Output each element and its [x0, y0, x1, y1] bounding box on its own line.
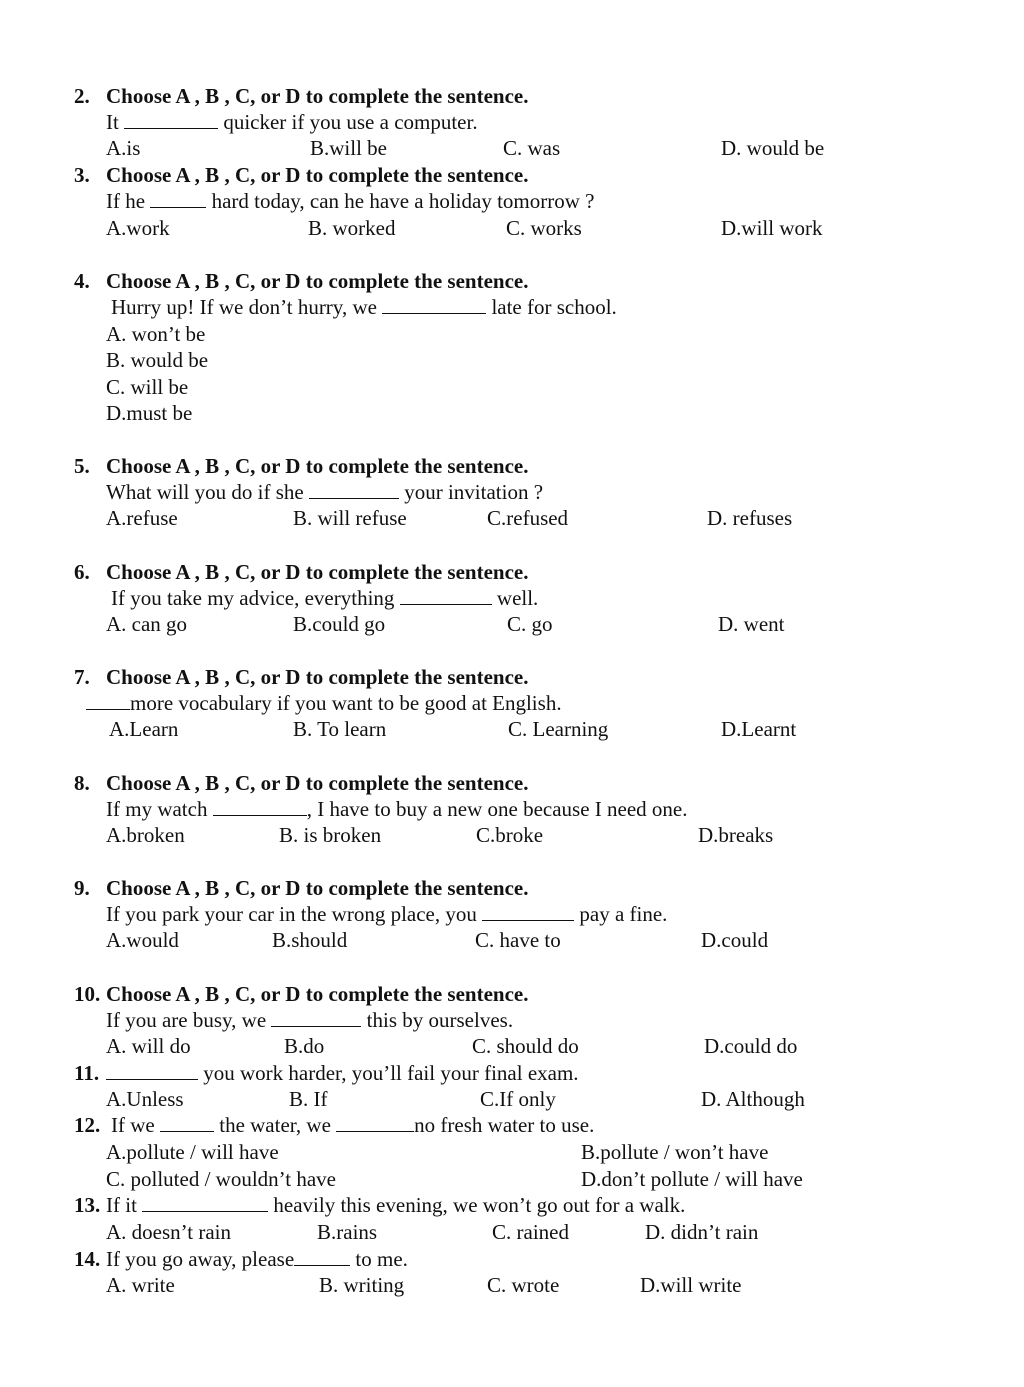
sentence-part: your invitation ? [404, 480, 544, 504]
option-a[interactable]: A.would [106, 928, 179, 952]
question-instruction: Choose A , B , C, or D to complete the sentence. [106, 665, 529, 689]
answer-blank [382, 296, 486, 314]
option-b[interactable]: B.will be [310, 136, 387, 160]
sentence-part: more vocabulary if you want to be good at English. [130, 691, 562, 715]
option-a[interactable]: A.broken [106, 823, 185, 847]
option-c[interactable]: C. was [503, 136, 561, 160]
sentence-part: the water, we [219, 1113, 331, 1137]
option-a[interactable]: A.is [106, 136, 141, 160]
option-a[interactable]: A.refuse [106, 506, 178, 530]
option-c[interactable]: C. Learning [508, 717, 609, 741]
answer-blank [86, 692, 130, 710]
question-number: 7. [74, 665, 90, 689]
sentence-part: If we [111, 1113, 155, 1137]
option-c[interactable]: C.If only [480, 1087, 556, 1111]
question-instruction: Choose A , B , C, or D to complete the sentence. [106, 269, 529, 293]
sentence-part: heavily this evening, we won’t go out for a walk. [273, 1193, 686, 1217]
question-number: 10. [74, 982, 101, 1006]
option-b[interactable]: B. is broken [279, 823, 382, 847]
question-sentence [106, 1192, 685, 1218]
question-number: 3. [74, 163, 90, 187]
answer-blank [142, 1194, 268, 1212]
option-c[interactable]: C.broke [476, 823, 544, 847]
question-number: 2. [74, 84, 90, 108]
answer-blank [271, 1009, 361, 1027]
option-b[interactable]: B.should [272, 928, 348, 952]
option-d[interactable]: D.will write [640, 1273, 742, 1297]
option-d[interactable]: D. Although [701, 1087, 805, 1111]
question-sentence [106, 479, 543, 505]
option-d[interactable]: D.must be [106, 401, 193, 425]
answer-blank [482, 903, 574, 921]
sentence-part: , I have to buy a new one because I need one. [306, 797, 688, 821]
option-d[interactable]: D. went [718, 612, 785, 636]
option-a[interactable]: A.pollute / will have [106, 1140, 279, 1164]
answer-blank [400, 587, 492, 605]
question-sentence [111, 585, 538, 611]
answer-blank [106, 1062, 198, 1080]
sentence-part: If my watch [106, 797, 208, 821]
sentence-part: well. [496, 586, 539, 610]
sentence-part: If he [106, 189, 146, 213]
question-sentence [106, 188, 594, 214]
question-number: 11. [74, 1061, 100, 1085]
question-number: 12. [74, 1113, 101, 1137]
option-a[interactable]: A. doesn’t rain [106, 1220, 232, 1244]
option-c[interactable]: C.refused [487, 506, 569, 530]
question-sentence [86, 690, 562, 716]
sentence-part: you work harder, you’ll fail your final exam. [203, 1061, 579, 1085]
question-sentence [106, 901, 667, 927]
question-number: 5. [74, 454, 90, 478]
option-b[interactable]: B. writing [319, 1273, 405, 1297]
option-d[interactable]: D.breaks [698, 823, 774, 847]
question-instruction: Choose A , B , C, or D to complete the sentence. [106, 84, 529, 108]
option-b[interactable]: B.could go [293, 612, 386, 636]
sentence-part: late for school. [491, 295, 617, 319]
option-c[interactable]: C. go [507, 612, 553, 636]
option-b[interactable]: B. will refuse [293, 506, 407, 530]
question-instruction: Choose A , B , C, or D to complete the sentence. [106, 560, 529, 584]
question-instruction: Choose A , B , C, or D to complete the sentence. [106, 876, 529, 900]
sentence-part: If it [106, 1193, 137, 1217]
question-sentence [106, 1246, 408, 1272]
question-sentence [106, 1007, 513, 1033]
question-number: 9. [74, 876, 90, 900]
option-a[interactable]: A. write [106, 1273, 175, 1297]
answer-blank [213, 798, 307, 816]
answer-blank [294, 1248, 350, 1266]
answer-blank [160, 1114, 214, 1132]
question-sentence [111, 294, 617, 320]
option-a[interactable]: A.Unless [106, 1087, 184, 1111]
question-number: 13. [74, 1193, 101, 1217]
answer-blank [124, 111, 218, 129]
sentence-part: If you take my advice, everything [111, 586, 395, 610]
option-d[interactable]: D. didn’t rain [645, 1220, 759, 1244]
option-c[interactable]: C. will be [106, 375, 189, 399]
option-d[interactable]: D.could do [704, 1034, 798, 1058]
sentence-part: If you are busy, we [106, 1008, 267, 1032]
option-c[interactable]: C. have to [475, 928, 561, 952]
question-instruction: Choose A , B , C, or D to complete the sentence. [106, 163, 529, 187]
question-sentence [106, 109, 478, 135]
question-number: 8. [74, 771, 90, 795]
question-instruction: Choose A , B , C, or D to complete the sentence. [106, 454, 529, 478]
option-b[interactable]: B. To learn [293, 717, 387, 741]
option-d[interactable]: D.will work [721, 216, 823, 240]
sentence-part: to me. [355, 1247, 408, 1271]
option-a[interactable]: A.work [106, 216, 170, 240]
answer-blank [150, 190, 206, 208]
question-number: 6. [74, 560, 90, 584]
option-a[interactable]: A. won’t be [106, 322, 206, 346]
answer-blank [309, 481, 399, 499]
sentence-part: It [106, 110, 119, 134]
answer-blank [336, 1114, 414, 1132]
option-d[interactable]: D.could [701, 928, 769, 952]
option-c[interactable]: C. polluted / wouldn’t have [106, 1167, 337, 1191]
sentence-part: this by ourselves. [366, 1008, 514, 1032]
sentence-part: Hurry up! If we don’t hurry, we [111, 295, 377, 319]
question-number: 4. [74, 269, 90, 293]
option-c[interactable]: C. works [506, 216, 582, 240]
question-instruction: Choose A , B , C, or D to complete the sentence. [106, 771, 529, 795]
question-sentence [111, 1112, 594, 1138]
option-a[interactable]: A.Learn [109, 717, 179, 741]
sentence-part: pay a fine. [579, 902, 668, 926]
option-d[interactable]: D.don’t pollute / will have [581, 1167, 803, 1191]
question-instruction: Choose A , B , C, or D to complete the sentence. [106, 982, 529, 1006]
option-d[interactable]: D. would be [721, 136, 825, 160]
option-c[interactable]: C. rained [492, 1220, 569, 1244]
sentence-part: hard today, can he have a holiday tomorrow ? [211, 189, 595, 213]
question-sentence [106, 796, 687, 822]
question-sentence [106, 1060, 579, 1086]
question-number: 14. [74, 1247, 101, 1271]
option-b[interactable]: B.do [284, 1034, 325, 1058]
option-b[interactable]: B.pollute / won’t have [581, 1140, 769, 1164]
option-b[interactable]: B. worked [308, 216, 396, 240]
option-b[interactable]: B.rains [317, 1220, 378, 1244]
sentence-part: What will you do if she [106, 480, 304, 504]
option-d[interactable]: D. refuses [707, 506, 793, 530]
option-c[interactable]: C. should do [472, 1034, 579, 1058]
sentence-part: If you park your car in the wrong place, you [106, 902, 477, 926]
sentence-part: no fresh water to use. [414, 1113, 595, 1137]
option-a[interactable]: A. will do [106, 1034, 191, 1058]
option-b[interactable]: B. If [289, 1087, 328, 1111]
sentence-part: quicker if you use a computer. [223, 110, 478, 134]
option-a[interactable]: A. can go [106, 612, 188, 636]
option-c[interactable]: C. wrote [487, 1273, 560, 1297]
option-d[interactable]: D.Learnt [721, 717, 797, 741]
option-b[interactable]: B. would be [106, 348, 209, 372]
sentence-part: If you go away, please [106, 1247, 295, 1271]
